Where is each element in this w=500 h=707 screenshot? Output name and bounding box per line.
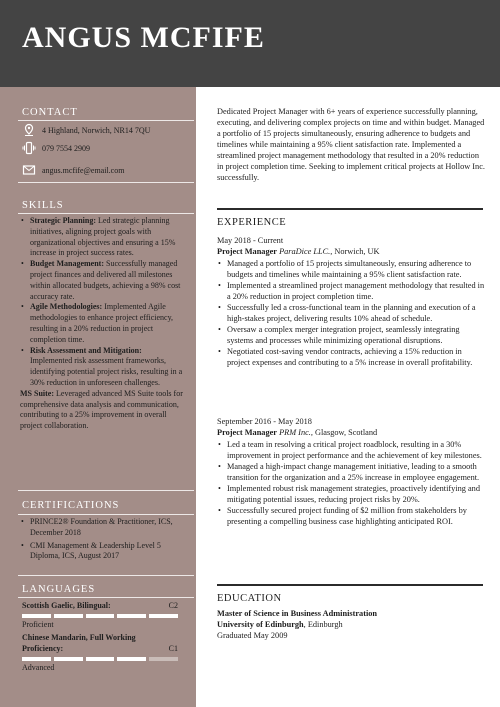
experience-title: EXPERIENCE bbox=[217, 217, 287, 228]
languages-divider bbox=[18, 597, 194, 598]
skill-item bbox=[20, 302, 185, 345]
skill-desc: Implemented Agile methodologies to enhance project efficiency, resulting in a 20% reduction in project completion time. bbox=[30, 302, 174, 344]
skill-desc: Led strategic planning initiatives, aligning project goals with organizational objectives and ensuring a 15% increase in project success rates. bbox=[30, 216, 176, 258]
header-band bbox=[0, 0, 500, 87]
language-name: Scottish Gaelic, Bilingual: bbox=[22, 601, 111, 610]
language-level-bar bbox=[22, 614, 178, 618]
job-location: , Glasgow, Scotland bbox=[310, 428, 378, 437]
job-bullet: • Successfully led a cross-functional team in the planning and execution of a high-stakes project, delivering results 10% ahead of schedule. bbox=[217, 302, 485, 324]
skill-item bbox=[20, 346, 185, 389]
job-role: Project Manager bbox=[217, 428, 277, 437]
contact-divider bbox=[18, 120, 194, 121]
school-location: , Edinburgh bbox=[303, 620, 343, 629]
email-icon bbox=[22, 163, 36, 177]
job-dates: September 2016 - May 2018 bbox=[217, 417, 312, 426]
contact-title: CONTACT bbox=[22, 107, 78, 118]
job-bullet: • Successfully secured project funding of $2 million from stakeholders by presenting a compelling business case highlighting anticipated ROI. bbox=[217, 505, 485, 527]
certifications-title: CERTIFICATIONS bbox=[22, 500, 120, 511]
graduation-date: Graduated May 2009 bbox=[217, 631, 288, 640]
certifications-bottom-divider bbox=[18, 575, 194, 576]
language-item bbox=[22, 601, 178, 630]
job-bullet: • Oversaw a complex merger integration project, seamlessly integrating systems and processes while minimizing operational disruptions. bbox=[217, 324, 485, 346]
level-segment bbox=[22, 614, 51, 618]
job-bullet: • Implemented robust risk management strategies, proactively identifying and mitigating potential issues, reducing project risks by 20%. bbox=[217, 483, 485, 505]
skill-desc: Successfully managed project finances and delivered all milestones within allocated budgets, achieving a 98% cost accuracy rate. bbox=[30, 259, 181, 301]
level-segment bbox=[54, 657, 83, 661]
contact-address-row bbox=[22, 123, 150, 137]
job-entry bbox=[217, 235, 485, 368]
job-bullet: • Managed a portfolio of 15 projects simultaneously, ensuring adherence to budgets and timelines while maintaining a 95% client satisfaction rate. bbox=[217, 258, 485, 280]
job-bullet: • Negotiated cost-saving vendor contracts, achieving a 15% reduction in project expenses and contributing to a 5% increase in overall profitability. bbox=[217, 346, 485, 368]
language-name: Chinese Mandarin, Full Working Proficiency: bbox=[22, 633, 136, 653]
contact-email-row bbox=[22, 163, 124, 177]
job-bullet: • Managed a high-impact change management initiative, leading to a smooth transition for the organization and a 25% increase in employee engagement. bbox=[217, 461, 485, 483]
level-segment bbox=[117, 614, 146, 618]
school-row bbox=[217, 619, 485, 630]
job-company: ParaDice LLC. bbox=[279, 247, 331, 256]
level-segment bbox=[149, 657, 178, 661]
skills-title: SKILLS bbox=[22, 200, 64, 211]
job-heading bbox=[217, 427, 485, 438]
skills-bottom-divider bbox=[18, 490, 194, 491]
skill-extra-desc: Leveraged advanced MS Suite tools for comprehensive data analysis and communication, contributing to a 25% improvement in overall project collaboration. bbox=[20, 388, 183, 431]
level-segment bbox=[149, 614, 178, 618]
job-bullet: • Implemented a streamlined project management methodology that resulted in a 20% reduction in project completion time. bbox=[217, 280, 485, 302]
level-segment bbox=[117, 657, 146, 661]
candidate-name: ANGUS MCFIFE bbox=[22, 21, 265, 54]
contact-bottom-divider bbox=[18, 182, 194, 183]
job-entry bbox=[217, 416, 485, 527]
level-segment bbox=[22, 657, 51, 661]
contact-address: 4 Highland, Norwich, NR14 7QU bbox=[42, 125, 151, 135]
skill-name: Budget Management: bbox=[30, 259, 104, 269]
job-role: Project Manager bbox=[217, 247, 277, 256]
job-location: , Norwich, UK bbox=[330, 247, 380, 256]
level-segment bbox=[54, 614, 83, 618]
skill-extra-name: MS Suite: bbox=[20, 388, 54, 398]
level-segment bbox=[86, 614, 115, 618]
job-heading bbox=[217, 246, 485, 257]
education-title: EDUCATION bbox=[217, 593, 282, 604]
location-pin-icon bbox=[22, 123, 36, 137]
job-bullet: • Led a team in resolving a critical project roadblock, resulting in a 30% improvement in project performance and the achievement of key milestones. bbox=[217, 439, 485, 461]
experience-divider bbox=[217, 208, 483, 210]
language-level-bar bbox=[22, 657, 178, 661]
skills-divider bbox=[18, 213, 194, 214]
skill-name: Agile Methodologies: bbox=[30, 302, 103, 312]
contact-phone-row bbox=[22, 141, 90, 155]
language-proficiency: Proficient bbox=[22, 620, 54, 629]
job-dates: May 2018 - Current bbox=[217, 236, 284, 245]
certifications-divider bbox=[18, 514, 194, 515]
education-entry bbox=[217, 608, 485, 641]
certification-item: • PRINCE2® Foundation & Practitioner, ICS, December 2018 bbox=[20, 517, 188, 539]
education-divider bbox=[217, 584, 483, 586]
language-level: C2 bbox=[168, 601, 178, 610]
skills-section bbox=[20, 216, 185, 432]
level-segment bbox=[86, 657, 115, 661]
contact-email: angus.mcfife@email.com bbox=[42, 165, 125, 175]
skill-extra bbox=[20, 389, 185, 432]
phone-icon bbox=[22, 141, 36, 155]
language-level: C1 bbox=[168, 644, 178, 653]
contact-phone: 079 7554 2909 bbox=[42, 143, 90, 153]
skill-item bbox=[20, 259, 185, 302]
certifications-list bbox=[20, 517, 188, 564]
skill-name: Strategic Planning: bbox=[30, 216, 96, 225]
languages-title: LANGUAGES bbox=[22, 584, 96, 595]
skill-name: Risk Assessment and Mitigation: bbox=[30, 345, 142, 355]
school-name: University of Edinburgh bbox=[217, 620, 304, 629]
skill-desc: Implemented risk assessment frameworks, identifying potential project risks, resulting in a 30% reduction in unforeseen challenges. bbox=[30, 356, 183, 387]
job-company: PRM Inc. bbox=[279, 428, 311, 437]
language-item bbox=[22, 633, 178, 673]
degree: Master of Science in Business Administration bbox=[217, 609, 378, 618]
professional-summary: Dedicated Project Manager with 6+ years of experience successfully planning, executing, and delivering complex projects on time and within budget. Managed a portfolio of 15 projects simultaneously, ensuring adherence to budgets and timelines while maintaining a 95% client satisfaction rate. Implemented a streamlined project management methodology that resulted in a 20% reduction in project completion time. Seeking to implement critical projects at Hollow Inc. successfully. bbox=[217, 107, 485, 182]
language-proficiency: Advanced bbox=[22, 663, 55, 672]
skill-item bbox=[20, 216, 185, 259]
certification-item: • CMI Management & Leadership Level 5 Diploma, ICS, August 2017 bbox=[20, 541, 188, 563]
